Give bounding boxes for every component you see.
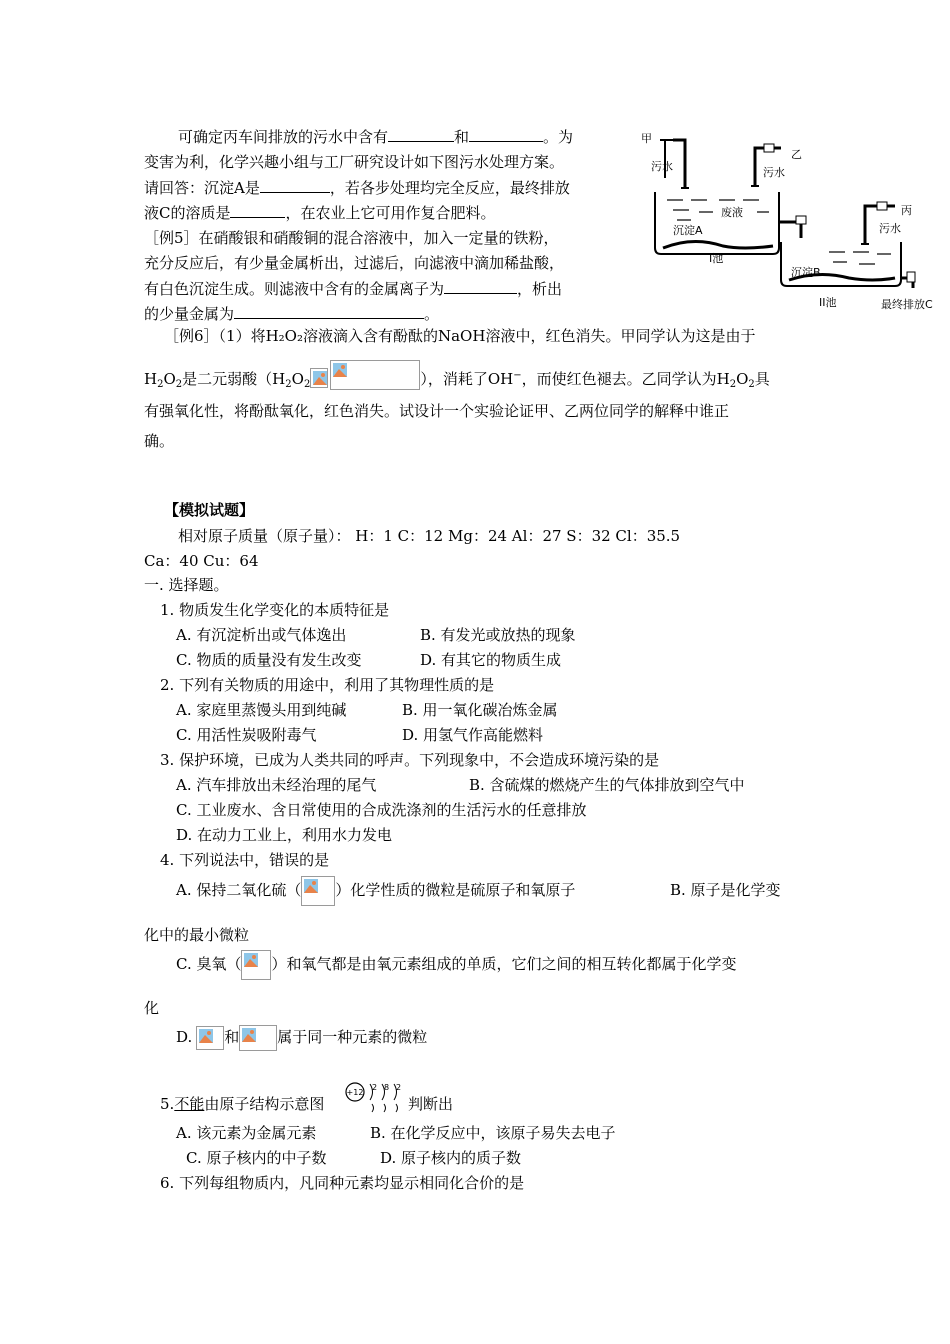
option: B. 在化学反应中，该原子易失去电子 [370,1124,616,1142]
subscript: 2 [729,379,737,390]
label-yi: 乙 [791,148,802,161]
wastewater-treatment-diagram [633,130,943,315]
label-yi-water: 污水 [763,166,785,179]
text: 由原子结构示意图 [204,1095,325,1113]
superscript: − [513,370,522,381]
option: C. 用活性炭吸附毒气 [176,726,317,744]
option [176,873,575,907]
answer-blank [388,126,454,142]
option: D. 在动力工业上，利用水力发电 [176,826,393,844]
answer-blank [260,177,330,193]
text-line [178,126,573,147]
text-line: Ca：40 Cu：64 [144,552,259,570]
question-stem [160,1094,324,1114]
text: 可确定丙车间排放的污水中含有 [178,128,389,146]
text-line [144,360,770,390]
option: B. 原子是化学变 [670,881,781,899]
text: ，析出 [517,280,563,298]
text: ，而使红色褪去。乙同学认为H [521,370,730,388]
text-line: 相对原子质量（原子量）： H：1 C：12 Mg：24 Al：27 S：32 Cl：35.5 [178,527,681,545]
subscript: 2 [157,379,164,390]
option: C. 工业废水、含日常使用的合成洗涤剂的生活污水的任意排放 [176,801,587,819]
text-line: 化 [144,999,160,1017]
answer-blank [230,202,285,218]
shell-electrons: 2 [372,1083,378,1092]
text: 的少量金属为 [144,305,235,323]
option [176,1022,427,1052]
answer-blank [444,278,517,294]
question-stem: 1. 物质发生化学变化的本质特征是 [160,601,390,619]
question-stem: 3. 保护环境，已成为人类共同的呼声。下列现象中，不会造成环境污染的是 [160,751,660,769]
text-line: ［例5］在硝酸银和硝酸铜的混合溶液中，加入一定量的铁粉， [144,229,559,247]
label-precip-a: 沉淀A [673,224,703,237]
subscript: 2 [748,379,755,390]
shell-electrons: 8 [384,1083,390,1092]
option: D. 原子核内的质子数 [380,1149,522,1167]
option: A. 有沉淀析出或气体逸出 [176,626,347,644]
text-line: 确。 [144,432,175,450]
text-line [144,278,562,299]
broken-image-icon [330,360,420,390]
broken-image-icon [239,1025,277,1051]
option: B. 用一氧化碳冶炼金属 [402,701,558,719]
text-line [144,202,496,223]
text-line: 变害为利，化学兴趣小组与工厂研究设计如下图污水处理方案。 [144,153,565,171]
text: 。 [424,305,440,323]
underlined-text: 不能 [174,1095,205,1113]
label-bing-water: 污水 [879,222,901,235]
broken-image-icon [196,1026,224,1050]
broken-image-icon [310,368,328,388]
section-heading: 【模拟试题】 [164,501,255,519]
question-stem: 6. 下列每组物质内，凡同种元素均显示相同化合价的是 [160,1174,525,1192]
text-line [144,177,570,198]
text: O [291,370,304,388]
text-line: 充分反应后，有少量金属析出，过滤后，向滤液中滴加稀盐酸， [144,254,565,272]
option: B. 有发光或放热的现象 [420,626,576,644]
label-jia-water: 污水 [651,160,673,173]
option: D. 用氢气作高能燃料 [402,726,544,744]
text: A. 保持二氧化硫（ [176,881,302,899]
text: ）和氧气都是由氧元素组成的单质，它们之间的相互转化都属于化学变 [271,955,737,973]
text: 液C的溶质是 [144,204,231,222]
text-line [144,303,439,324]
answer-blank [469,126,543,142]
nucleus-charge: +12 [346,1088,364,1097]
text-line: 化中的最小微粒 [144,926,250,944]
option: A. 该元素为金属元素 [176,1124,317,1142]
option: C. 原子核内的中子数 [186,1149,327,1167]
text: O [736,370,749,388]
text: 5. [160,1095,175,1113]
label-precip-b: 沉淀B [791,266,821,279]
text: 。为 [543,128,574,146]
broken-image-icon [241,950,271,980]
option [176,945,737,983]
atomic-structure-diagram [344,1078,406,1114]
label-pool1: I池 [709,252,724,265]
option: C. 物质的质量没有发生改变 [176,651,362,669]
text: 有白色沉淀生成。则滤液中含有的金属离子为 [144,280,445,298]
option: B. 含硫煤的燃烧产生的气体排放到空气中 [469,776,745,794]
question-stem: 4. 下列说法中，错误的是 [160,851,330,869]
text: C. 臭氧（ [176,955,242,973]
subscript: 2 [175,379,183,390]
text: 属于同一种元素的微粒 [277,1028,428,1046]
broken-image-icon [301,876,335,906]
text-line: ［例6］（1）将H₂O₂溶液滴入含有酚酞的NaOH溶液中，红色消失。甲同学认为这是由于 [164,327,756,345]
text-line: 有强氧化性，将酚酞氧化，红色消失。试设计一个实验论证甲、乙两位同学的解释中谁正 [144,402,730,420]
text: ），消耗了OH [420,370,514,388]
text: ，在农业上它可用作复合肥料。 [285,204,496,222]
text: 是二元弱酸（H [182,370,286,388]
label-pool2: II池 [819,296,837,309]
label-jia: 甲 [641,132,652,145]
text: D. [176,1028,193,1046]
text: 和 [224,1028,240,1046]
question-stem: 2. 下列有关物质的用途中，利用了其物理性质的是 [160,676,495,694]
text: 请回答：沉淀A是 [144,179,260,197]
text: 和 [454,128,470,146]
section-title: 一. 选择题。 [144,576,229,594]
label-waste: 废液 [721,206,743,219]
text: 具 [754,370,770,388]
option: D. 有其它的物质生成 [420,651,562,669]
label-bing: 丙 [901,204,912,217]
answer-blank [234,303,424,319]
shell-electrons: 2 [396,1083,402,1092]
text: ）化学性质的微粒是硫原子和氧原子 [335,881,576,899]
label-final: 最终排放C [881,298,933,311]
subscript: 2 [285,379,292,390]
option: A. 家庭里蒸馒头用到纯碱 [176,701,347,719]
text: H [144,370,158,388]
subscript: 2 [303,379,311,390]
text: ，若各步处理均完全反应，最终排放 [329,179,570,197]
text: O [163,370,176,388]
text-line: 判断出 [408,1095,454,1113]
option: A. 汽车排放出未经治理的尾气 [176,776,377,794]
